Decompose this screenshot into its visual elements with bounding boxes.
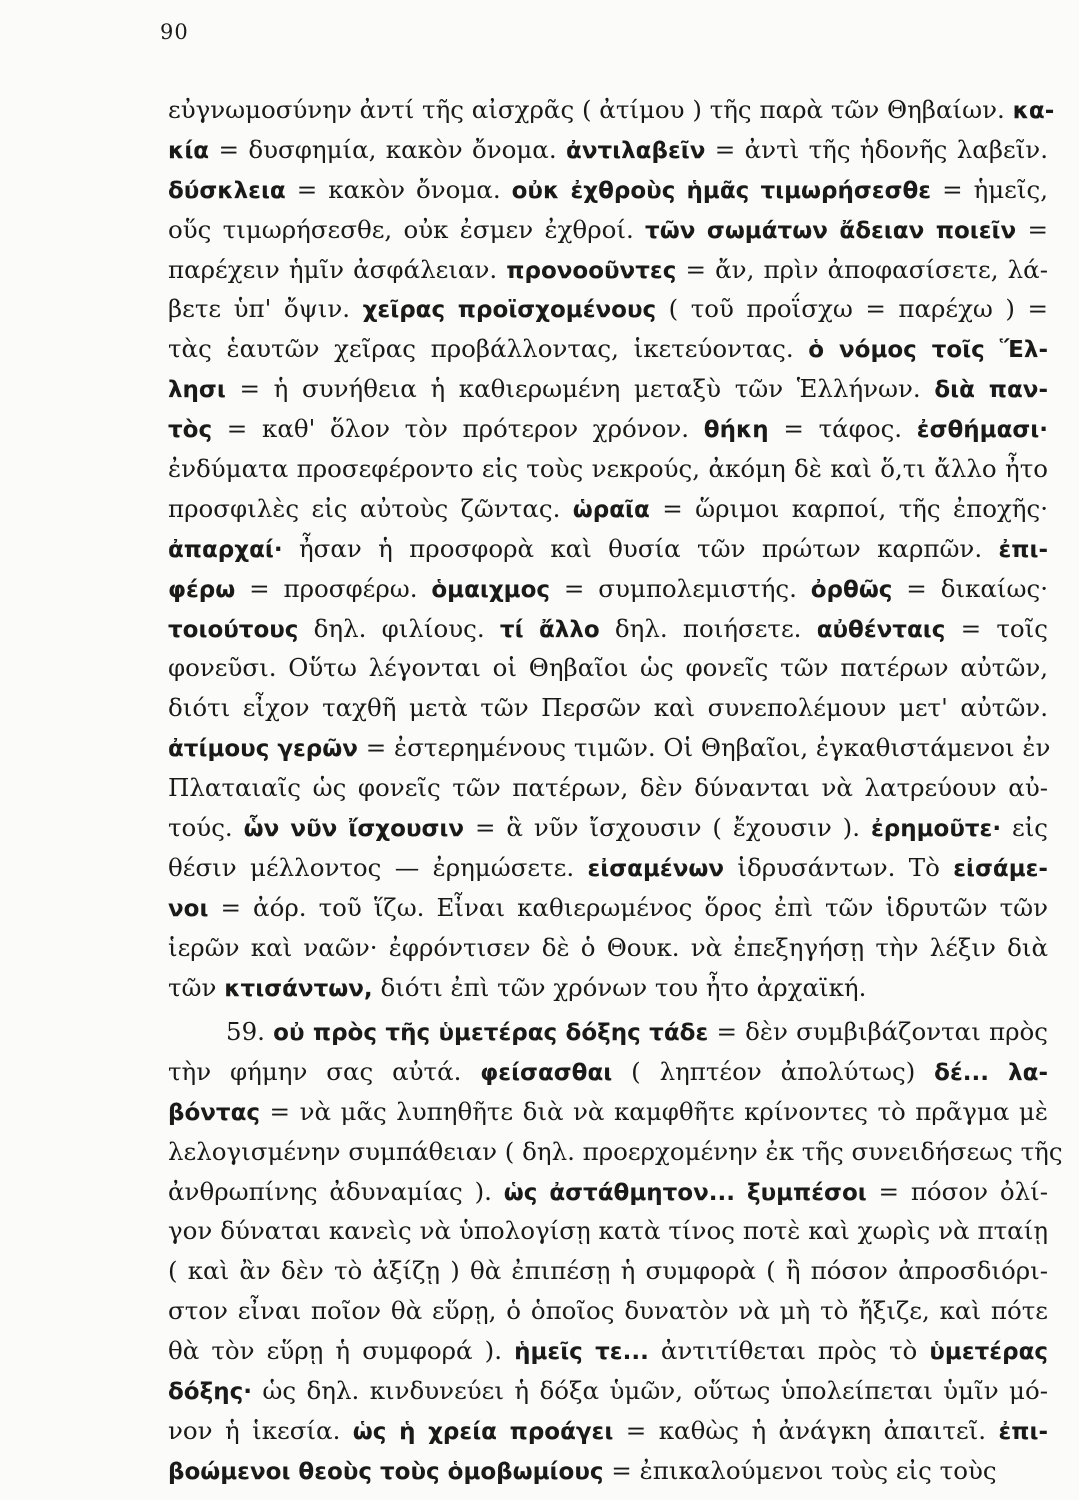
page-number: 90 <box>160 20 189 44</box>
gloss-text: ( τοῦ προΐσχω = παρέχω ) = <box>656 294 1049 324</box>
lemma-term: κτισάντων, <box>224 975 373 1002</box>
gloss-text: = ἐστερημένους τιμῶν. Οἱ Θηβαῖοι, ἐγκαθιστάμενοι ἐν <box>357 733 1051 763</box>
lemma-term: τὸς <box>168 417 213 444</box>
gloss-text: ὡς δηλ. κινδυνεύει ἡ δόξα ὑμῶν, οὕτως ὑπολείπεται ὑμῖν μό- <box>251 1376 1048 1406</box>
text-line <box>168 409 1048 449</box>
lemma-term: τῶν σωμάτων ἄδειαν ποιεῖν <box>645 217 1017 244</box>
commentary-paragraph-1 <box>168 90 1055 1007</box>
text-line <box>168 609 1048 649</box>
gloss-text: ἦσαν ἡ προσφορὰ καὶ θυσία τῶν πρώτων καρπῶν. <box>282 533 999 563</box>
gloss-text: ἀνθρωπίνης ἀδυναμίας ). <box>168 1176 504 1206</box>
gloss-text: = ἀντὶ τῆς ἡδονῆς λαβεῖν. <box>705 134 1048 164</box>
lemma-term: βόντας <box>168 1099 261 1126</box>
gloss-text: νον ἡ ἱκεσία. <box>168 1415 353 1445</box>
text-line <box>168 569 1048 609</box>
gloss-text: = πόσον ὀλί- <box>866 1176 1048 1206</box>
lemma-term: ἀπαρχαί· <box>168 536 283 563</box>
lemma-term: εἰσαμένων <box>587 855 725 882</box>
gloss-text: = δὲν συμβιβάζονται πρὸς <box>708 1017 1048 1046</box>
gloss-text: ἱδρυσάντων. Τὸ <box>724 852 954 882</box>
gloss-text: = προσφέρω. <box>235 573 432 603</box>
lemma-term: ὧν νῦν ἴσχουσιν <box>243 816 465 843</box>
gloss-text: στον εἶναι ποῖον θὰ εὕρῃ, ὁ ὁποῖος δυνατὸν νὰ μὴ τὸ ἤξιζε, καὶ πότε <box>168 1296 1048 1326</box>
text-line <box>168 728 1051 768</box>
text-line <box>168 1371 1048 1411</box>
text-line <box>168 90 1055 130</box>
commentary-paragraph-2 <box>168 1012 1063 1491</box>
text-line <box>168 529 1048 569</box>
text-line <box>168 688 1048 728</box>
gloss-text: = τοῖς <box>945 613 1048 643</box>
lemma-term: εἰσάμε- <box>953 855 1048 882</box>
text-line <box>168 210 1048 250</box>
gloss-text: = τάφος. <box>768 414 917 444</box>
lemma-term: χεῖρας προϊσχομένους <box>362 297 657 324</box>
text-line <box>168 1211 1048 1251</box>
lemma-term: ἀτίμους γερῶν <box>168 736 358 763</box>
lemma-term: διὰ παν- <box>934 377 1048 404</box>
gloss-text: τὴν φήμην σας αὐτά. <box>168 1056 481 1086</box>
gloss-text: εὐγνωμοσύνην ἀντί τῆς αἰσχρᾶς ( ἀτίμου ) τῆς παρὰ τῶν Θηβαίων. <box>168 95 1013 124</box>
lemma-term: νοι <box>168 895 209 922</box>
lemma-term: δέ... λα- <box>934 1059 1048 1086</box>
text-line <box>168 928 1048 968</box>
gloss-text: θέσιν μέλλοντος — ἐρημώσετε. <box>168 852 588 882</box>
gloss-text: = ἐπικαλούμενοι τοὺς εἰς τοὺς <box>603 1455 997 1485</box>
lemma-term: δύσκλεια <box>168 177 286 204</box>
text-line <box>168 369 1048 409</box>
lemma-term: κία <box>168 137 210 164</box>
lemma-term: δόξης· <box>168 1379 252 1406</box>
text-line <box>168 130 1048 170</box>
lemma-term: ἀντιλαβεῖν <box>566 137 706 164</box>
lemma-term: φείσασθαι <box>480 1059 613 1086</box>
text-line <box>168 888 1048 928</box>
gloss-text: = ἡμεῖς, <box>931 174 1048 204</box>
gloss-text: = δικαίως· <box>892 573 1049 603</box>
gloss-text: δηλ. φιλίους. <box>298 613 500 643</box>
gloss-text: = νὰ μᾶς λυπηθῆτε διὰ νὰ καμφθῆτε κρίνοντες τὸ πρᾶγμα μὲ <box>260 1096 1048 1126</box>
gloss-text: δηλ. ποιήσετε. <box>599 613 817 643</box>
lemma-term: ἐπι- <box>998 536 1048 563</box>
text-line <box>168 1451 1048 1491</box>
lemma-term: ὡραῖα <box>572 496 650 523</box>
gloss-text: οὕς τιμωρήσεσθε, οὐκ ἐσμεν ἐχθροί. <box>168 214 646 244</box>
text-line <box>168 289 1048 329</box>
text-line <box>168 648 1048 688</box>
lemma-term: ὁμαιχμος <box>431 576 551 603</box>
gloss-text: = κακὸν ὄνομα. <box>285 174 512 204</box>
text-line <box>168 250 1048 290</box>
text-line <box>168 1331 1048 1371</box>
lemma-term: λησι <box>168 377 226 404</box>
lemma-term: φέρω <box>168 576 236 603</box>
gloss-text: βετε ὑπ' ὄψιν. <box>168 294 363 324</box>
gloss-text: θὰ τὸν εὕρῃ ἡ συμφορά ). <box>168 1336 515 1366</box>
lemma-term: οὐκ ἐχθροὺς ἡμᾶς τιμωρήσεσθε <box>511 177 932 204</box>
lemma-term: ὁ νόμος τοῖς Ἕλ- <box>808 337 1048 364</box>
gloss-text: = ὥριμοι καρποί, τῆς ἐποχῆς· <box>649 493 1048 523</box>
text-line <box>168 808 1048 848</box>
text-line <box>168 768 1048 808</box>
gloss-text: ἐνδύματα προσεφέροντο εἰς τοὺς νεκρούς, ἀκόμη δὲ καὶ ὅ,τι ἄλλο ἦτο <box>168 454 1048 484</box>
text-line <box>168 329 1048 369</box>
gloss-text: ἱερῶν καὶ ναῶν· ἐφρόντισεν δὲ ὁ Θουκ. νὰ ἐπεξηγήσῃ τὴν λέξιν διὰ <box>168 932 1048 962</box>
gloss-text: Πλαταιαῖς ὡς φονεῖς τῶν πατέρων, δὲν δύνανται νὰ λατρεύουν αὐ- <box>168 773 1048 803</box>
gloss-text: ( καὶ ἂν δὲν τὸ ἀξίζῃ ) θὰ ἐπιπέσῃ ἡ συμφορὰ ( ἢ πόσον ἀπροσδιόρι- <box>168 1256 1048 1286</box>
text-line <box>168 489 1048 529</box>
lemma-term: βοώμενοι θεοὺς τοὺς ὁμοβωμίους <box>168 1458 604 1485</box>
gloss-text: διότι ἐπὶ τῶν χρόνων του ἦτο ἀρχαϊκή. <box>372 972 867 1002</box>
lemma-term: ἐπι- <box>998 1418 1048 1445</box>
gloss-text: = καθὼς ἡ ἀνάγκη ἀπαιτεῖ. <box>613 1415 999 1445</box>
gloss-text: = ἄν, πρὶν ἀποφασίσετε, λά- <box>676 254 1048 284</box>
lemma-term: ὀρθῶς <box>810 576 893 603</box>
lemma-term: ἡμεῖς τε... <box>514 1339 649 1366</box>
text-line <box>168 1172 1048 1212</box>
lemma-term: ἐρημοῦτε· <box>870 816 1002 843</box>
gloss-text: εἰς <box>1001 813 1049 843</box>
lemma-term: ὡς ἀστάθμητον... ξυμπέσοι <box>503 1179 867 1206</box>
gloss-text: ἀντιτίθεται πρὸς τὸ <box>648 1336 930 1366</box>
text-line <box>168 1411 1048 1451</box>
gloss-text: = ἃ νῦν ἴσχουσιν ( ἔχουσιν ). <box>464 813 871 843</box>
gloss-text: 59. <box>226 1017 274 1046</box>
gloss-text: = καθ' ὅλον τὸν πρότερον χρόνον. <box>212 414 704 444</box>
gloss-text: = δυσφημία, κακὸν ὄνομα. <box>209 134 567 164</box>
text-line <box>168 1092 1048 1132</box>
lemma-term: ὑμετέρας <box>929 1339 1048 1366</box>
gloss-text: προσφιλὲς εἰς αὐτοὺς ζῶντας. <box>168 493 573 523</box>
text-line <box>168 1251 1048 1291</box>
gloss-text: γον δύναται κανεὶς νὰ ὑπολογίσῃ κατὰ τίνος ποτὲ καὶ χωρὶς νὰ πταίῃ <box>168 1216 1048 1246</box>
gloss-text: λελογισμένην συμπάθειαν ( δηλ. προερχομένην ἐκ τῆς συνειδήσεως τῆς <box>168 1136 1063 1166</box>
lemma-term: οὐ πρὸς τῆς ὑμετέρας δόξης τάδε <box>273 1020 709 1046</box>
gloss-text: ( ληπτέον ἀπολύτως) <box>612 1056 935 1086</box>
lemma-term: τοιούτους <box>168 616 299 643</box>
gloss-text: = ἡ συνήθεια ἡ καθιερωμένη μεταξὺ τῶν Ἑλλήνων. <box>225 374 935 404</box>
gloss-text: τῶν <box>168 972 225 1002</box>
gloss-text: τούς. <box>168 813 244 843</box>
text-line <box>168 968 1048 1008</box>
lemma-term: ὡς ἡ χρεία προάγει <box>352 1418 614 1445</box>
text-line <box>168 848 1048 888</box>
text-line <box>168 1291 1048 1331</box>
gloss-text: παρέχειν ἡμῖν ἀσφάλειαν. <box>168 254 507 284</box>
lemma-term: προνοοῦντες <box>506 257 677 284</box>
text-line <box>168 449 1048 489</box>
text-line <box>168 1052 1048 1092</box>
lemma-term: κα- <box>1012 98 1055 124</box>
gloss-text: φονεῦσι. Οὕτω λέγονται οἱ Θηβαῖοι ὡς φονεῖς τῶν πατέρων αὐτῶν, <box>168 653 1048 683</box>
text-line <box>168 1012 1048 1052</box>
lemma-term: αὐθένταις <box>816 616 946 643</box>
gloss-text: = συμπολεμιστής. <box>550 573 811 603</box>
lemma-term: τί ἄλλο <box>499 616 600 643</box>
gloss-text: διότι εἶχον ταχθῆ μετὰ τῶν Περσῶν καὶ συνεπολέμουν μετ' αὐτῶν. <box>168 693 1048 723</box>
gloss-text: = <box>1016 214 1048 244</box>
lemma-term: θήκη <box>703 417 769 444</box>
lemma-term: ἐσθήμασι· <box>916 417 1048 444</box>
text-line <box>168 170 1048 210</box>
gloss-text: = ἀόρ. τοῦ ἵζω. Εἶναι καθιερωμένος ὅρος ἐπὶ τῶν ἱδρυτῶν τῶν <box>208 892 1048 922</box>
text-line <box>168 1132 1063 1172</box>
gloss-text: τὰς ἑαυτῶν χεῖρας προβάλλοντας, ἱκετεύοντας. <box>168 334 809 364</box>
